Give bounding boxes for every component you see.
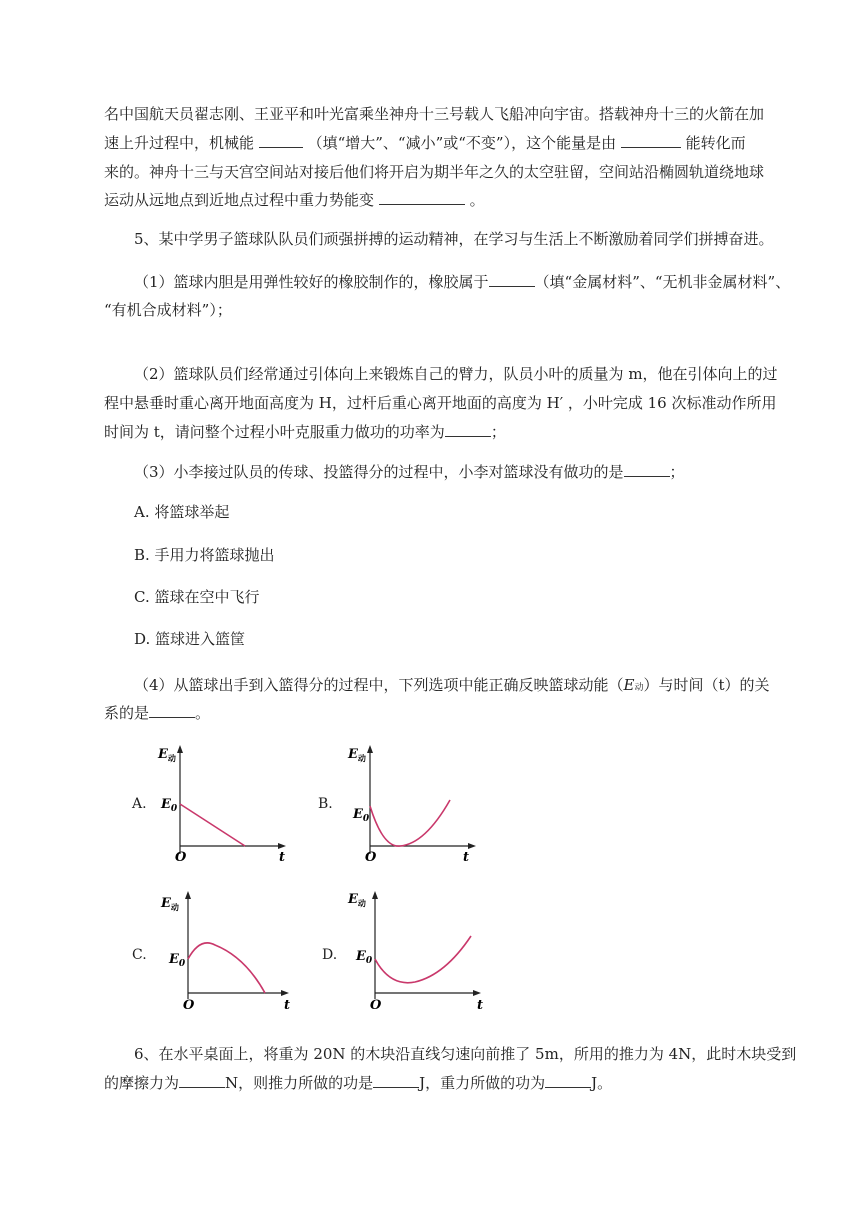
- q5-part2-line-2: 程中悬垂时重心离开地面高度为 H，过杆后重心离开地面的高度为 H′ ，小叶完成 16 次标准动作所用: [104, 394, 777, 412]
- graph-d-e0-label: $E_0$: [356, 949, 373, 966]
- q4-line-1: 名中国航天员翟志刚、王亚平和叶光富乘坐神舟十三号载人飞船冲向宇宙。搭载神舟十三的火箭在加: [104, 105, 765, 123]
- option-d[interactable]: D. 篮球进入篮筐: [134, 630, 246, 648]
- option-c[interactable]: C. 篮球在空中飞行: [134, 588, 260, 606]
- q5-part2-line-3: 时间为 t，请问整个过程小叶克服重力做功的功率为 ；: [104, 423, 506, 441]
- graph-b-y-arrow: [367, 745, 373, 753]
- graph-a-x-arrow: [278, 843, 286, 849]
- graph-b-curve: [370, 800, 450, 846]
- q5-part4-line-2: 系的是 。: [104, 704, 211, 722]
- graph-c-y-label: $E_动$: [161, 896, 179, 912]
- option-b[interactable]: B. 手用力将篮球抛出: [134, 546, 275, 564]
- graph-c-origin-label: O: [183, 998, 195, 1010]
- graph-d[interactable]: [345, 885, 490, 1010]
- graph-d-origin-label: O: [370, 998, 382, 1010]
- q5-part4-line-1: （4）从篮球出手到入篮得分的过程中，下列选项中能正确反映篮球动能（E动）与时间（t）的关: [134, 676, 770, 694]
- graph-b-y-label: $E_动$: [348, 747, 366, 763]
- option-a[interactable]: A. 将篮球举起: [134, 503, 230, 521]
- q5-part3-line-1: （3）小李接过队员的传球、投篮得分的过程中，小李对篮球没有做功的是 ；: [134, 463, 685, 481]
- q4-line-4: 运动从远地点到近地点过程中重力势能变 。: [104, 191, 485, 209]
- graph-a-origin-label: O: [175, 850, 187, 865]
- q5-part1-line-1: （1）篮球内胆是用弹性较好的橡胶制作的，橡胶属于 （填“金属材料”、“无机非金属材料”、: [134, 273, 791, 291]
- q6-line-1: 6、在水平桌面上，将重为 20N 的木块沿直线匀速向前推了 5m，所用的推力为 4N，此时木块受到: [134, 1045, 797, 1063]
- graph-a-y-label: $E_动$: [158, 747, 176, 763]
- graph-d-curve: [375, 936, 471, 983]
- graph-b-e0-label: $E_0$: [353, 807, 370, 824]
- graph-a-y-arrow: [177, 745, 183, 753]
- answer-blank-potential-energy[interactable]: [379, 190, 465, 205]
- graph-d-x-label: t: [477, 998, 484, 1010]
- graph-b-origin-label: O: [365, 850, 377, 865]
- graph-c-x-arrow: [281, 990, 289, 996]
- graph-c-letter[interactable]: C.: [132, 947, 147, 963]
- graph-a-x-label: t: [279, 850, 286, 865]
- answer-blank-energy-source[interactable]: [621, 133, 681, 148]
- q6-line-2: 的摩擦力为 N，则推力所做的功是 J，重力所做的功为 J。: [104, 1074, 613, 1092]
- graph-b-x-arrow: [468, 843, 476, 849]
- q5-stem: 5、某中学男子篮球队队员们顽强拼搏的运动精神，在学习与生活上不断激励着同学们拼搏奋进。: [134, 230, 774, 248]
- graph-b-letter[interactable]: B.: [318, 796, 333, 812]
- graph-b[interactable]: [345, 740, 485, 865]
- graph-c-e0-label: $E_0$: [169, 952, 186, 969]
- answer-blank-mechanical-energy[interactable]: [259, 133, 303, 148]
- answer-blank-no-work[interactable]: [624, 462, 670, 477]
- graph-d-y-arrow: [372, 891, 378, 899]
- graph-d-y-label: $E_动$: [348, 892, 366, 908]
- graph-c-x-label: t: [284, 998, 291, 1010]
- answer-blank-graph-choice[interactable]: [149, 703, 195, 718]
- q5-part2-line-1: （2）篮球队员们经常通过引体向上来锻炼自己的臂力，队员小叶的质量为 m，他在引体向上的过: [134, 365, 778, 383]
- q4-line-2: 速上升过程中，机械能 （填“增大”、“减小”或“不变”），这个能量是由 能转化而: [104, 134, 746, 152]
- graph-a-letter[interactable]: A.: [132, 796, 147, 812]
- answer-blank-push-work[interactable]: [373, 1073, 419, 1088]
- graph-d-letter[interactable]: D.: [322, 947, 338, 963]
- graph-a[interactable]: [155, 740, 295, 865]
- q5-part1-line-2: “有机合成材料”）；: [104, 301, 232, 319]
- graph-c-y-arrow: [185, 891, 191, 899]
- graph-b-x-label: t: [463, 850, 470, 865]
- answer-blank-friction[interactable]: [179, 1073, 225, 1088]
- graph-c[interactable]: [155, 885, 300, 1010]
- answer-blank-power[interactable]: [445, 422, 491, 437]
- graph-d-x-arrow: [473, 990, 481, 996]
- answer-blank-rubber-type[interactable]: [489, 272, 535, 287]
- graph-a-e0-label: $E_0$: [161, 797, 178, 814]
- graph-c-curve: [188, 943, 265, 993]
- q4-line-3: 来的。神舟十三与天宫空间站对接后他们将开启为期半年之久的太空驻留，空间站沿椭圆轨道绕地球: [104, 163, 765, 181]
- answer-blank-gravity-work[interactable]: [545, 1073, 591, 1088]
- graph-a-curve: [180, 804, 245, 846]
